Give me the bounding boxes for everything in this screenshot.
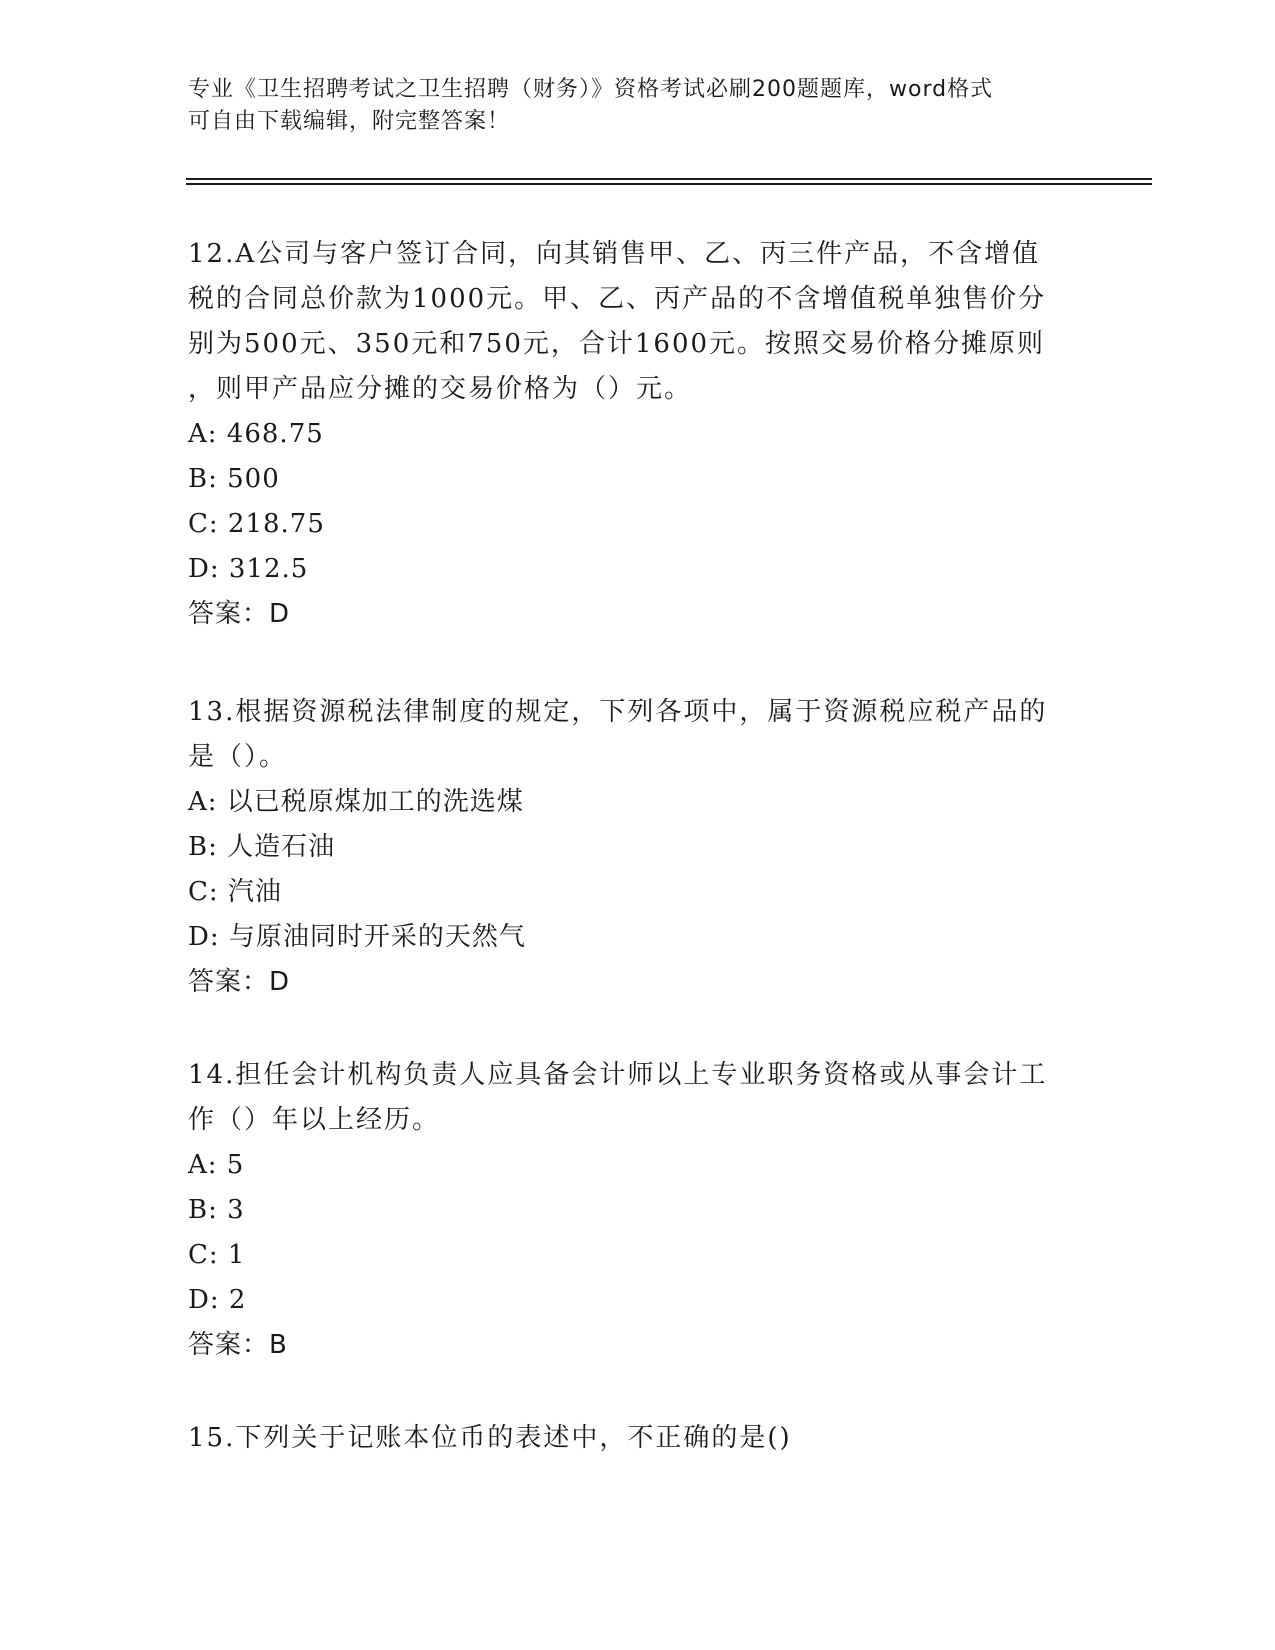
document-header: [188, 74, 1068, 138]
option-d: D: 与原油同时开采的天然气: [188, 922, 526, 952]
question-text-line: 别为500元、350元和750元，合计1600元。按照交易价格分摊原则: [188, 329, 1046, 359]
option-b: B: 3: [188, 1195, 245, 1225]
question-text-line: 12.A公司与客户签订合同，向其销售甲、乙、丙三件产品，不含增值: [188, 239, 1041, 269]
option-c: C: 218.75: [188, 509, 325, 539]
header-divider-top: [186, 178, 1152, 180]
option-b: B: 500: [188, 464, 280, 494]
question-text-line: 15.下列关于记账本位币的表述中，不正确的是(): [188, 1423, 792, 1453]
header-divider-bottom: [186, 183, 1152, 185]
header-title-line-2: 可自由下载编辑，附完整答案！: [188, 109, 511, 134]
option-b: B: 人造石油: [188, 832, 336, 862]
option-c: C: 1: [188, 1240, 246, 1270]
question-text-line: 14.担任会计机构负责人应具备会计师以上专业职务资格或从事会计工: [188, 1060, 1048, 1090]
question-text-line: 税的合同总价款为1000元。甲、乙、丙产品的不含增值税单独售价分: [188, 284, 1047, 314]
question-12: [188, 232, 1088, 637]
question-text-line: ，则甲产品应分摊的交易价格为（）元。: [188, 374, 693, 404]
question-text-line: 作（）年以上经历。: [188, 1105, 441, 1135]
answer-label: 答案：D: [188, 967, 291, 997]
option-c: C: 汽油: [188, 877, 282, 907]
header-title-line-1: 专业《卫生招聘考试之卫生招聘（财务）》资格考试必刷200题题库，word格式: [188, 77, 994, 102]
question-13: [188, 690, 1088, 1005]
option-a: A: 468.75: [188, 419, 324, 449]
question-text-line: 13.根据资源税法律制度的规定，下列各项中，属于资源税应税产品的: [188, 697, 1048, 727]
question-14: [188, 1053, 1088, 1368]
answer-label: 答案：B: [188, 1330, 288, 1360]
option-d: D: 312.5: [188, 554, 309, 584]
option-a: A: 5: [188, 1150, 245, 1180]
option-a: A: 以已税原煤加工的洗选煤: [188, 787, 524, 817]
option-d: D: 2: [188, 1285, 247, 1315]
question-15: [188, 1416, 1088, 1461]
answer-label: 答案：D: [188, 599, 291, 629]
question-text-line: 是（）。: [188, 742, 288, 772]
